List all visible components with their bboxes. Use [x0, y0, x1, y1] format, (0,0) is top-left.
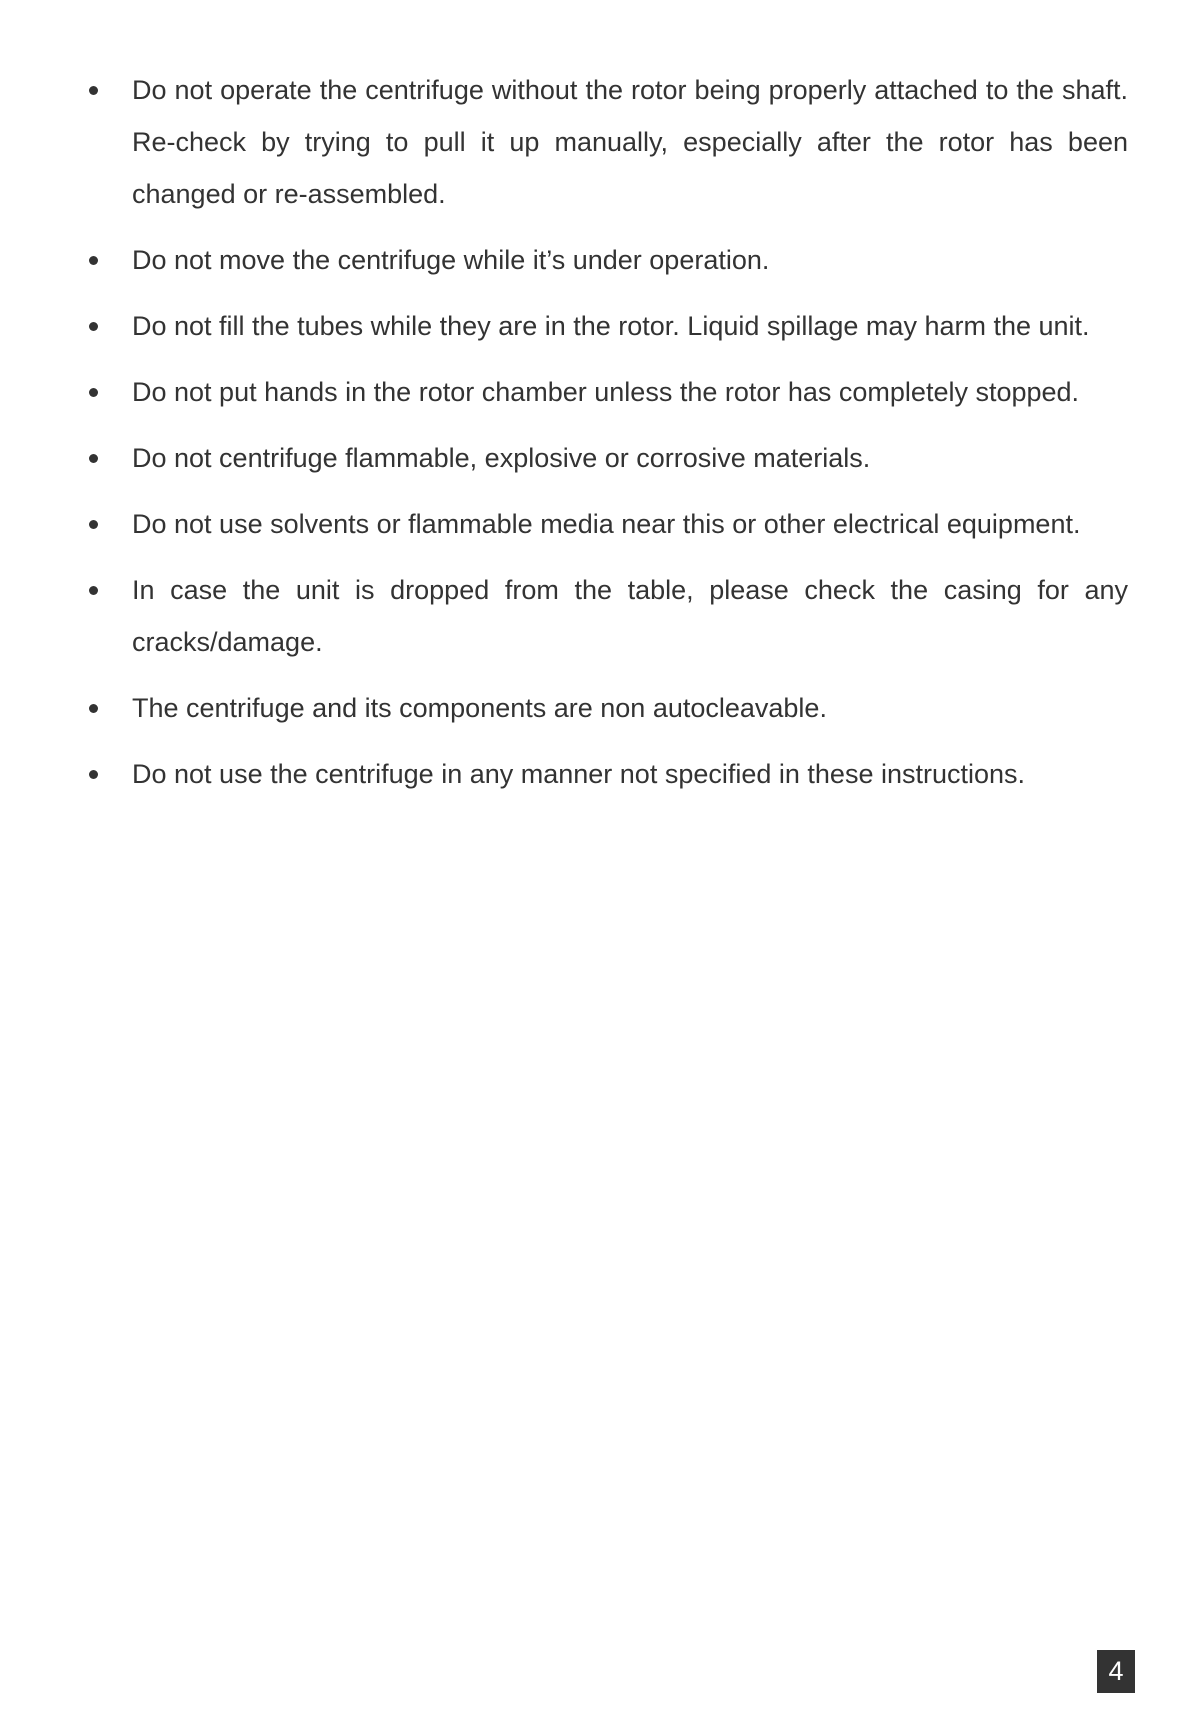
bullet-icon [89, 86, 98, 95]
list-item [132, 498, 1128, 550]
page-number: 4 [1097, 1650, 1135, 1693]
list-item [132, 234, 1128, 286]
item-text: In case the unit is dropped from the table, please check the casing for any cracks/damage. [132, 575, 1128, 657]
bullet-icon [89, 520, 98, 529]
item-text: Do not operate the centrifuge without the rotor being properly attached to the shaft. Re-check by trying to pull it up manually, especially after the rotor has been changed or re-assembled. [132, 75, 1128, 209]
item-text: The centrifuge and its components are non autocleavable. [132, 693, 827, 723]
safety-instructions-list [132, 64, 1128, 814]
list-item [132, 682, 1128, 734]
item-text: Do not fill the tubes while they are in the rotor. Liquid spillage may harm the unit. [132, 311, 1090, 341]
item-text: Do not put hands in the rotor chamber unless the rotor has completely stopped. [132, 377, 1080, 407]
bullet-icon [89, 704, 98, 713]
bullet-icon [89, 256, 98, 265]
bullet-icon [89, 322, 98, 331]
list-item [132, 564, 1128, 668]
item-text: Do not use the centrifuge in any manner not specified in these instructions. [132, 759, 1026, 789]
list-item [132, 366, 1128, 418]
item-text: Do not use solvents or flammable media near this or other electrical equipment. [132, 509, 1081, 539]
list-item [132, 748, 1128, 800]
item-text: Do not move the centrifuge while it’s under operation. [132, 245, 770, 275]
bullet-icon [89, 454, 98, 463]
bullet-icon [89, 586, 98, 595]
list-item [132, 300, 1128, 352]
list-item [132, 432, 1128, 484]
bullet-icon [89, 388, 98, 397]
list-item [132, 64, 1128, 220]
item-text: Do not centrifuge flammable, explosive or corrosive materials. [132, 443, 871, 473]
bullet-icon [89, 770, 98, 779]
